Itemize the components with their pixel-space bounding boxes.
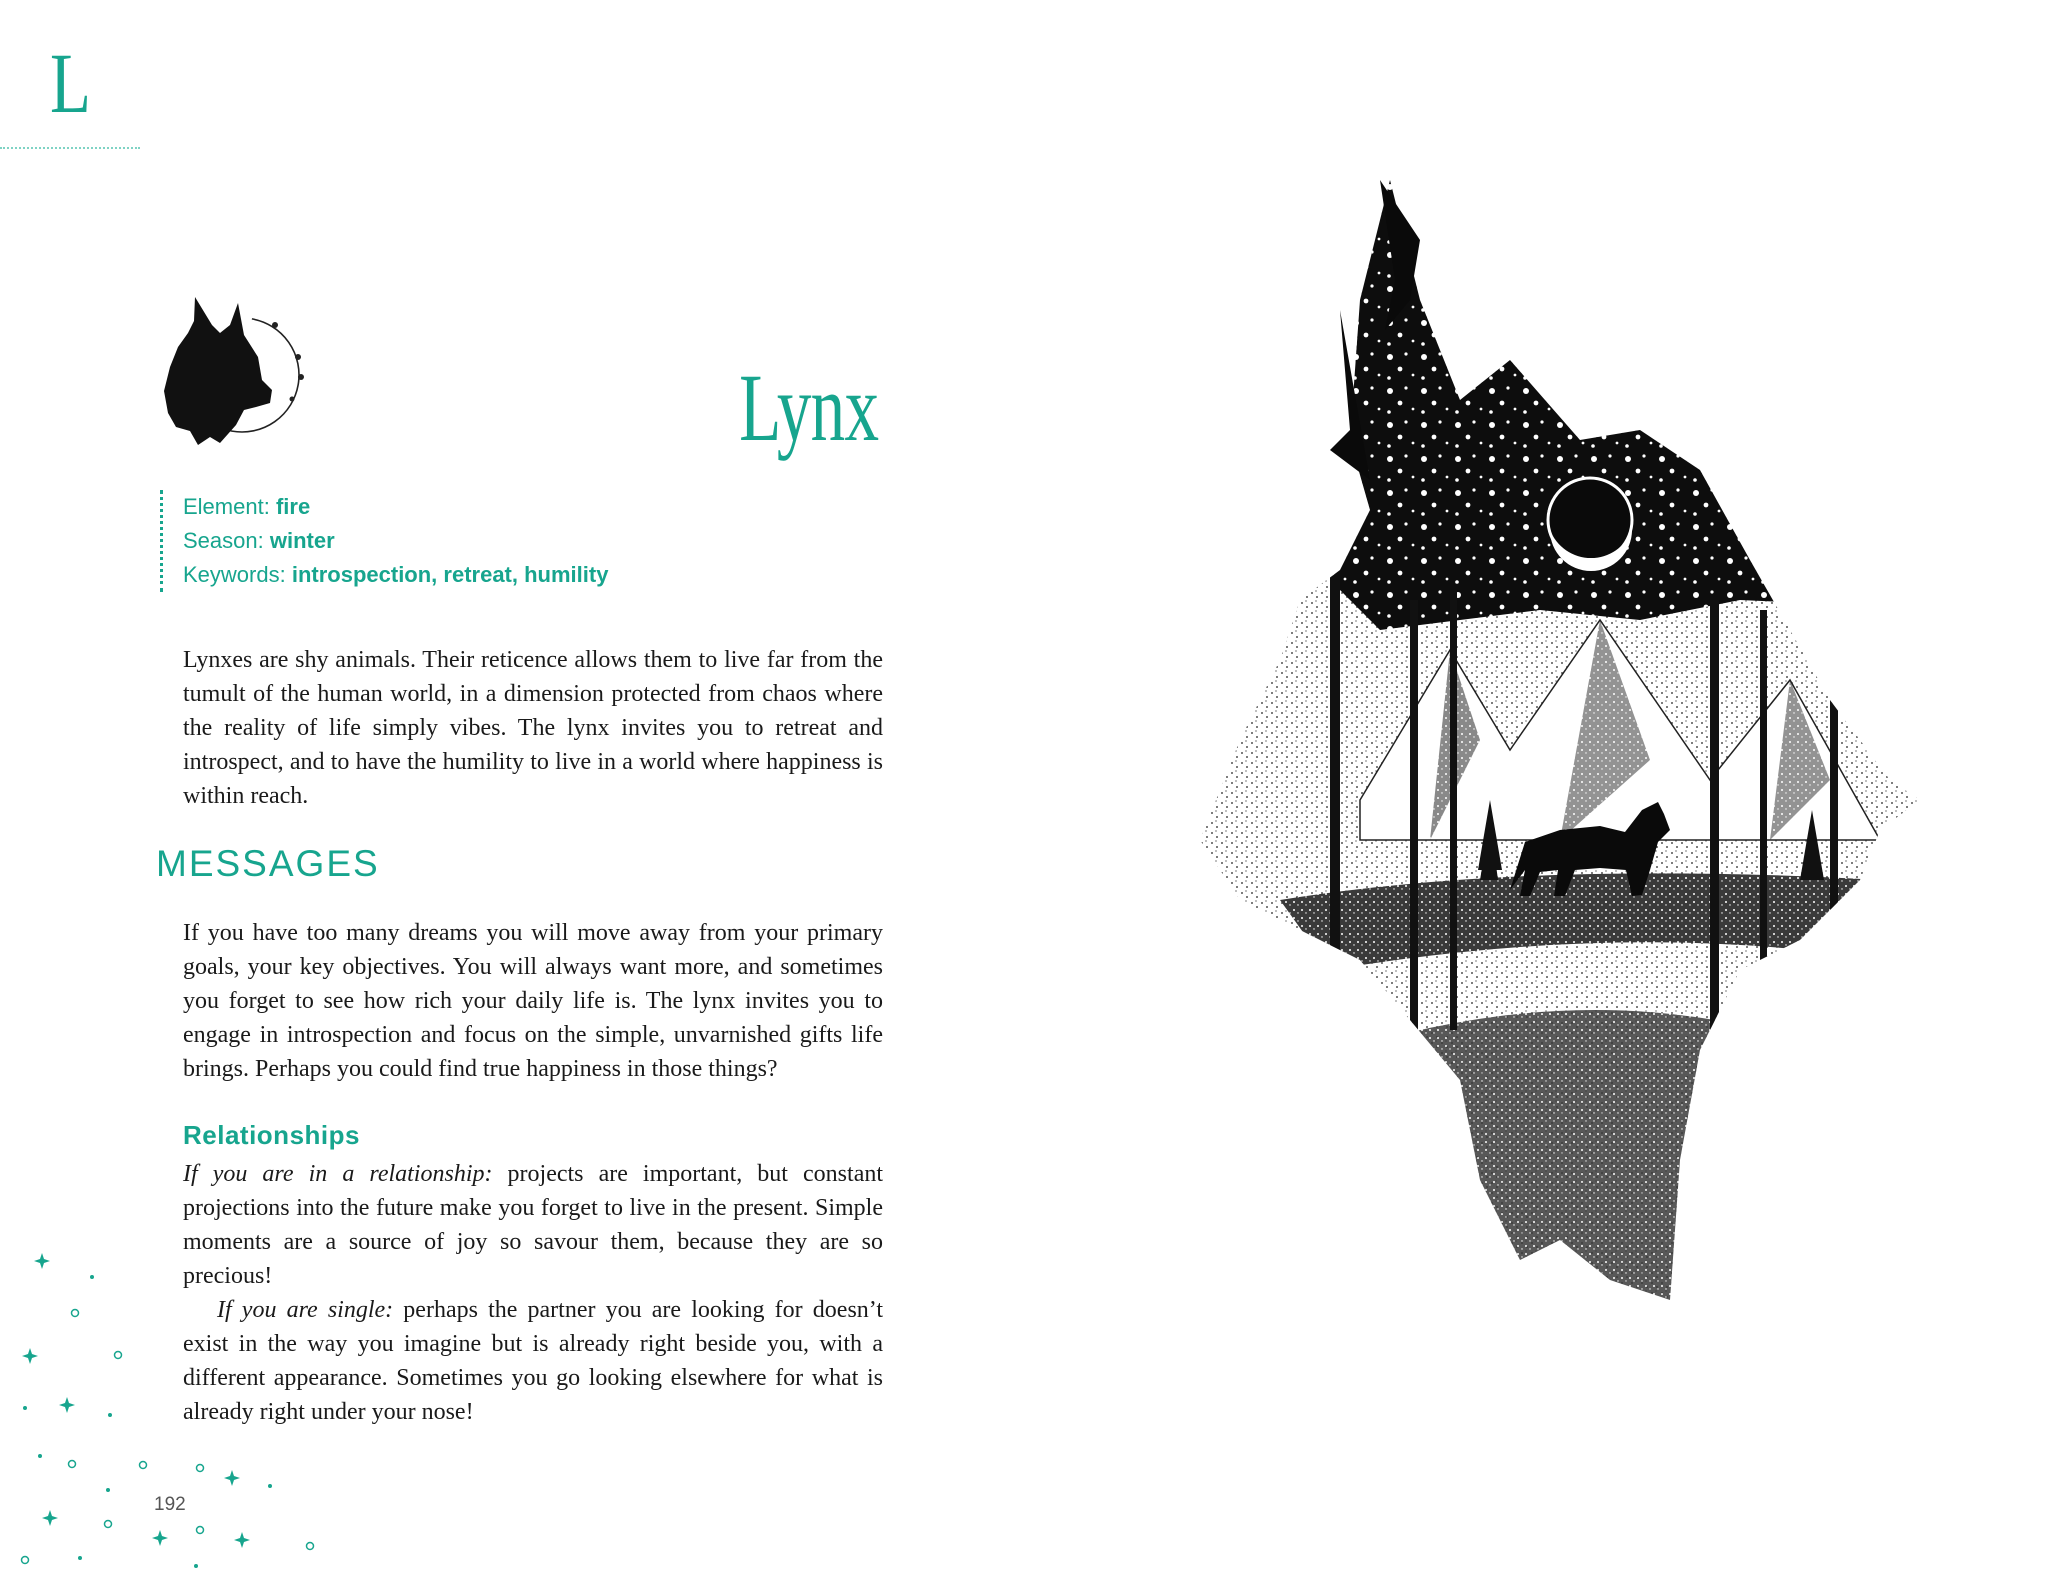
relationships-heading: Relationships bbox=[183, 1120, 360, 1150]
relationship-in-label: If you are in a relationship: bbox=[183, 1161, 493, 1187]
page-title: Lynx bbox=[738, 354, 878, 461]
sparkle-icon bbox=[224, 1470, 240, 1486]
relationship-in-text: projects are important, but constant projections into the future make you forget to live in the present. Simple moments are a source of joy so savour them, because they are so precious! bbox=[183, 1161, 884, 1289]
element-value: fire bbox=[275, 494, 311, 519]
sparkle-icon bbox=[22, 1348, 38, 1364]
relationship-single-label: If you are single: bbox=[217, 1297, 394, 1323]
season-value: winter bbox=[269, 528, 335, 553]
season-label: Season: bbox=[183, 528, 264, 553]
element-label: Element: bbox=[183, 494, 270, 519]
lynx-head-emblem-icon bbox=[160, 295, 320, 455]
letter-divider bbox=[0, 147, 140, 149]
sparkle-icon bbox=[59, 1397, 75, 1413]
relationship-single-text: perhaps the partner you are looking for doesn’t exist in the way you imagine but is already right beside you, with a different appearance. Sometimes you go looking elsewhere for what is already right under your nose! bbox=[183, 1297, 884, 1425]
animal-meta bbox=[160, 490, 743, 592]
element-row bbox=[183, 490, 743, 524]
sparkle-icon bbox=[152, 1530, 168, 1546]
page-number: 192 bbox=[154, 1494, 186, 1515]
keywords-label: Keywords: bbox=[183, 562, 286, 587]
section-letter: L bbox=[50, 35, 91, 131]
keywords-value: introspection, retreat, humility bbox=[291, 562, 609, 587]
sparkle-decoration bbox=[0, 1240, 320, 1571]
messages-heading: MESSAGES bbox=[156, 843, 380, 884]
intro-paragraph: Lynxes are shy animals. Their reticence allows them to live far from the tumult of the human world, in a dimension protected from chaos where the reality of life simply vibes. The lynx invites you to retreat and introspect, and to have the humility to live in a world where happiness is within reach. bbox=[183, 647, 883, 809]
lynx-forest-illustration bbox=[1180, 180, 1960, 1400]
season-row bbox=[183, 524, 743, 558]
sparkle-icon bbox=[234, 1532, 250, 1548]
keywords-row bbox=[183, 558, 743, 592]
sparkle-icon bbox=[34, 1253, 50, 1269]
messages-paragraph: If you have too many dreams you will move away from your primary goals, your key objectives. You will always want more, and sometimes you forget to see how rich your daily life is. The lynx invites you to engage in introspection and focus on the simple, unvarnished gifts life brings. Perhaps you could find true happiness in those things? bbox=[183, 920, 883, 1082]
sparkle-icon bbox=[42, 1510, 58, 1526]
